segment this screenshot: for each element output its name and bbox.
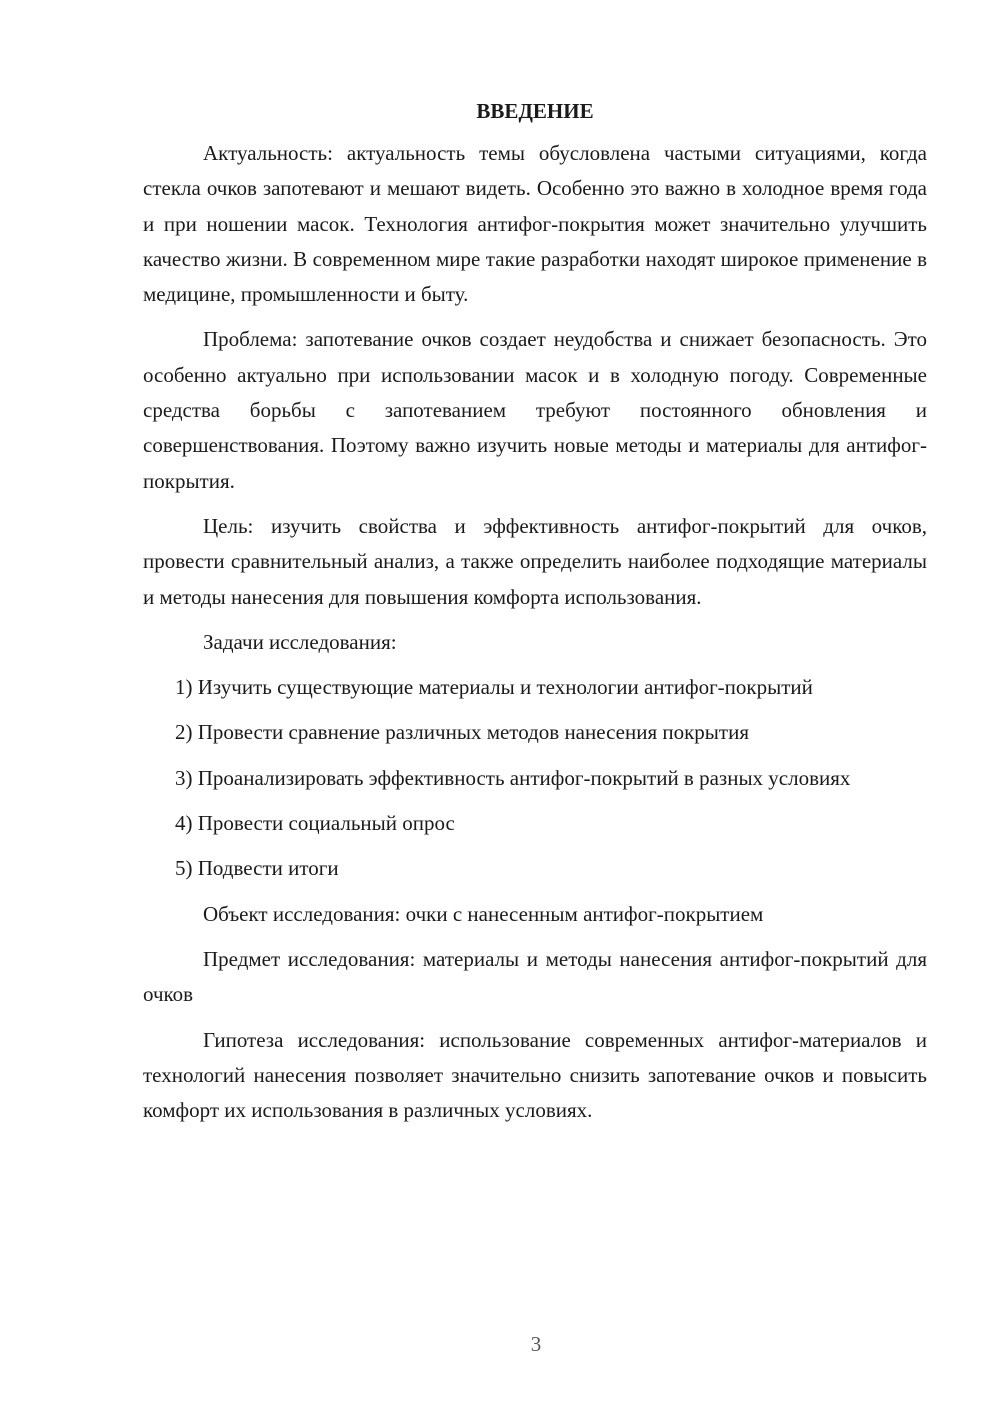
paragraph-problem: Проблема: запотевание очков создает неудобства и снижает безопасность. Это особенно актуально при использовании масок и в холодную погоду. Современные средства борьбы с запотеванием требуют постоянного обновления и совершенствования. Поэтому важно изучить новые методы и материалы для антифог-покрытия. — [143, 327, 927, 493]
paragraph-subject: Предмет исследования: материалы и методы нанесения антифог-покрытий для очков — [143, 946, 927, 1007]
task-item-3: 3) Проанализировать эффективность антифог-покрытий в разных условиях — [175, 765, 851, 790]
task-item-1: 1) Изучить существующие материалы и технологии антифог-покрытий — [175, 675, 813, 700]
paragraph-tasks-heading: Задачи исследования: — [203, 629, 397, 654]
paragraph-goal: Цель: изучить свойства и эффективность антифог-покрытий для очков, провести сравнительный анализ, а также определить наиболее подходящие материалы и методы нанесения для повышения комфорта использования. — [143, 513, 927, 609]
paragraph-hypothesis: Гипотеза исследования: использование современных антифог-материалов и технологий нанесения позволяет значительно снизить запотевание очков и повысить комфорт их использования в различных условиях. — [143, 1027, 927, 1123]
task-item-2: 2) Провести сравнение различных методов нанесения покрытия — [175, 720, 749, 745]
paragraph-relevance: Актуальность: актуальность темы обусловлена частыми ситуациями, когда стекла очков запотевают и мешают видеть. Особенно это важно в холодное время года и при ношении масок. Технология антифог-покрытия может значительно улучшить качество жизни. В современном мире такие разработки находят широкое применение в медицине, промышленности и быту. — [143, 141, 927, 307]
task-item-5: 5) Подвести итоги — [175, 856, 339, 881]
paragraph-object: Объект исследования: очки с нанесенным антифог-покрытием — [203, 901, 764, 926]
section-title: ВВЕДЕНИЕ — [476, 99, 594, 123]
page-number: 3 — [530, 1332, 542, 1356]
task-item-4: 4) Провести социальный опрос — [175, 811, 455, 836]
document-page — [143, 96, 927, 1138]
